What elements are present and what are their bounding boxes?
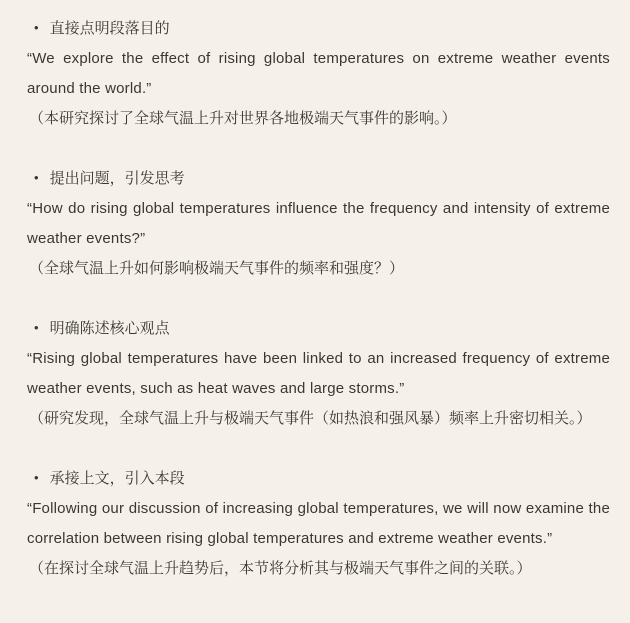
translation-text: （全球气温上升如何影响极端天气事件的频率和强度？） [29,260,405,277]
bullet-heading [27,464,610,494]
section-heading: 直接点明段落目的 [49,20,170,37]
example-sentence: “Rising global temperatures have been linked to an increased frequency of extreme weather events, such as heat waves and large storms.” [27,350,610,397]
translation-text: （研究发现，全球气温上升与极端天气事件（如热浪和强风暴）频率上升密切相关。） [29,410,592,427]
bullet-heading [27,14,610,44]
bullet-icon: • [34,470,39,485]
note-section-thesis [27,314,610,434]
section-heading: 明确陈述核心观点 [49,320,170,337]
example-sentence: “How do rising global temperatures influence the frequency and intensity of extreme weather events?” [27,200,610,247]
section-heading: 提出问题，引发思考 [49,170,185,187]
note-section-purpose [27,14,610,134]
bullet-icon: • [34,20,39,35]
example-sentence: “We explore the effect of rising global temperatures on extreme weather events around the world.” [27,50,610,97]
bullet-icon: • [34,320,39,335]
translation-text: （在探讨全球气温上升趋势后，本节将分析其与极端天气事件之间的关联。） [29,560,532,577]
bullet-icon: • [34,170,39,185]
translation-text: （本研究探讨了全球气温上升对世界各地极端天气事件的影响。） [29,110,457,127]
bullet-heading [27,314,610,344]
bullet-heading [27,164,610,194]
section-heading: 承接上文，引入本段 [49,470,185,487]
note-section-transition [27,464,610,584]
note-section-question [27,164,610,284]
example-sentence: “Following our discussion of increasing global temperatures, we will now examine the correlation between rising global temperatures and extreme weather events.” [27,500,610,547]
